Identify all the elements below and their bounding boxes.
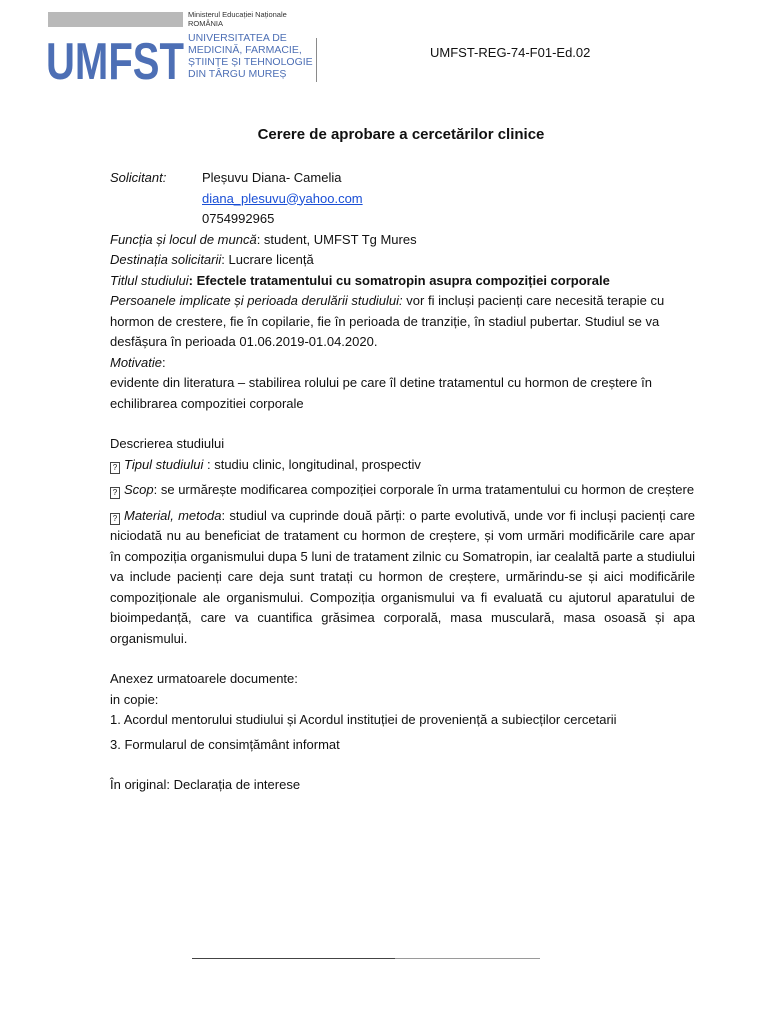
ministry-caption [188,10,308,28]
scop-row [110,480,695,501]
spacer [110,414,695,434]
header-divider [316,38,317,82]
scop-bullet-icon: ? [110,487,120,499]
solicitant-row [110,168,695,189]
functia-row [110,230,695,251]
footer-rule-dark [192,958,395,959]
solicitant-email-link[interactable]: diana_plesuvu@yahoo.com [202,190,363,206]
destinatia-value: : Lucrare licență [221,252,314,267]
uni-line-3: ȘTIINȚE ȘI TEHNOLOGIE [188,56,313,68]
uni-line-4: DIN TÂRGU MUREȘ [188,68,287,80]
solicitant-label: Solicitant: [110,170,167,185]
document-code: UMFST-REG-74-F01-Ed.02 [430,45,591,60]
material-label: Material, metoda [124,507,222,523]
uni-line-1: UNIVERSITATEA DE [188,32,287,44]
persoane-label: Persoanele implicate și perioada derulării studiului: [110,293,403,308]
functia-value: : student, UMFST Tg Mures [256,231,417,247]
anexe-heading: Anexez urmatoarele documente: [110,671,298,686]
motivatie-row [110,353,695,374]
solicitant-email-row [110,189,695,210]
persoane-end: . [373,334,378,349]
scop-value: : se urmărește modificarea compoziției corporale în urma tratamentului cu hormon de creștere [153,482,695,497]
tipul-row [110,455,695,476]
ministry-line-2: ROMÂNIA [188,19,224,28]
spacer [110,755,695,775]
umfst-logo-text: UMFST [46,34,185,84]
destinatia-label: Destinația solicitarii [110,252,222,267]
scop-label: Scop [124,482,154,497]
material-value: : studiul va cuprinde două părți: o parte evolutivă, unde vor fi incluși pacienți care niciodată nu au beneficiat de tratament cu hormon de creștere, și vom urmări modificările care apar în compoziția organismului dupa 5 luni de tratament zilnic cu Somatropin, iar cealaltă parte a studiului va include pacienți care deja sunt tratați cu hormon de creștere, urmărindu-se și aici modificările compoziționale ale organismului. Compoziția organismului va fi evaluată cu ajutorul aparatului de bioimpedanță, care va cuantifica grăsimea corporală, masa musculară, masa osoasă și apa organismului. [110,507,696,646]
document-body [110,168,695,796]
document-title: Cerere de aprobare a cercetărilor clinice [257,126,545,143]
anexe-original: În original: Declarația de interese [110,777,301,792]
ministry-line-1: Ministerul Educației Naționale [188,10,287,19]
university-name [188,32,318,80]
motivatie-colon: : [162,354,166,370]
solicitant-phone: 0754992965 [202,211,275,226]
anexe-item-3: 3. Formularul de consimțământ informat [110,736,340,752]
uni-line-2: MEDICINĂ, FARMACIE, [188,44,302,56]
motivatie-text: evidente din literatura – stabilirea rolului pe care îl detine tratamentul cu hormon de creștere în echilibrarea compozitiei corporale [110,375,652,411]
tipul-label: Tipul studiului [124,456,204,472]
solicitant-name: Pleșuvu Diana- Camelia [202,170,342,185]
titlul-value: : Efectele tratamentului cu somatropin asupra compoziției corporale [188,272,610,288]
functia-label: Funcția și locul de muncă [110,231,257,247]
motivatie-label: Motivatie [110,354,163,370]
material-row [110,506,695,650]
logo-grey-band [48,12,183,27]
material-bullet-icon: ? [110,513,120,525]
titlul-row [110,271,695,292]
anexe-item-1: 1. Acordul mentorului studiului și Acordul instituției de proveniență a subiecților cercetarii [110,712,617,727]
titlul-label: Titlul studiului [110,272,189,288]
destinatia-row [110,250,695,271]
umfst-logo [46,34,186,84]
persoane-text: vor fi incluși pacienți care necesită terapie cu hormon de crestere, fie în copilarie, fie în perioada de tranziție, în stadiul pubertar. Studiul se va desfășura în perioada [110,293,665,349]
persoane-paragraph [110,291,695,353]
tipul-bullet-icon: ? [110,462,120,474]
tipul-value: : studiu clinic, longitudinal, prospectiv [203,456,421,472]
spacer [110,649,695,669]
anexe-copie: in copie: [110,691,159,707]
descriere-heading: Descrierea studiului [110,436,225,451]
persoane-period: 01.06.2019-01.04.2020 [239,334,374,349]
